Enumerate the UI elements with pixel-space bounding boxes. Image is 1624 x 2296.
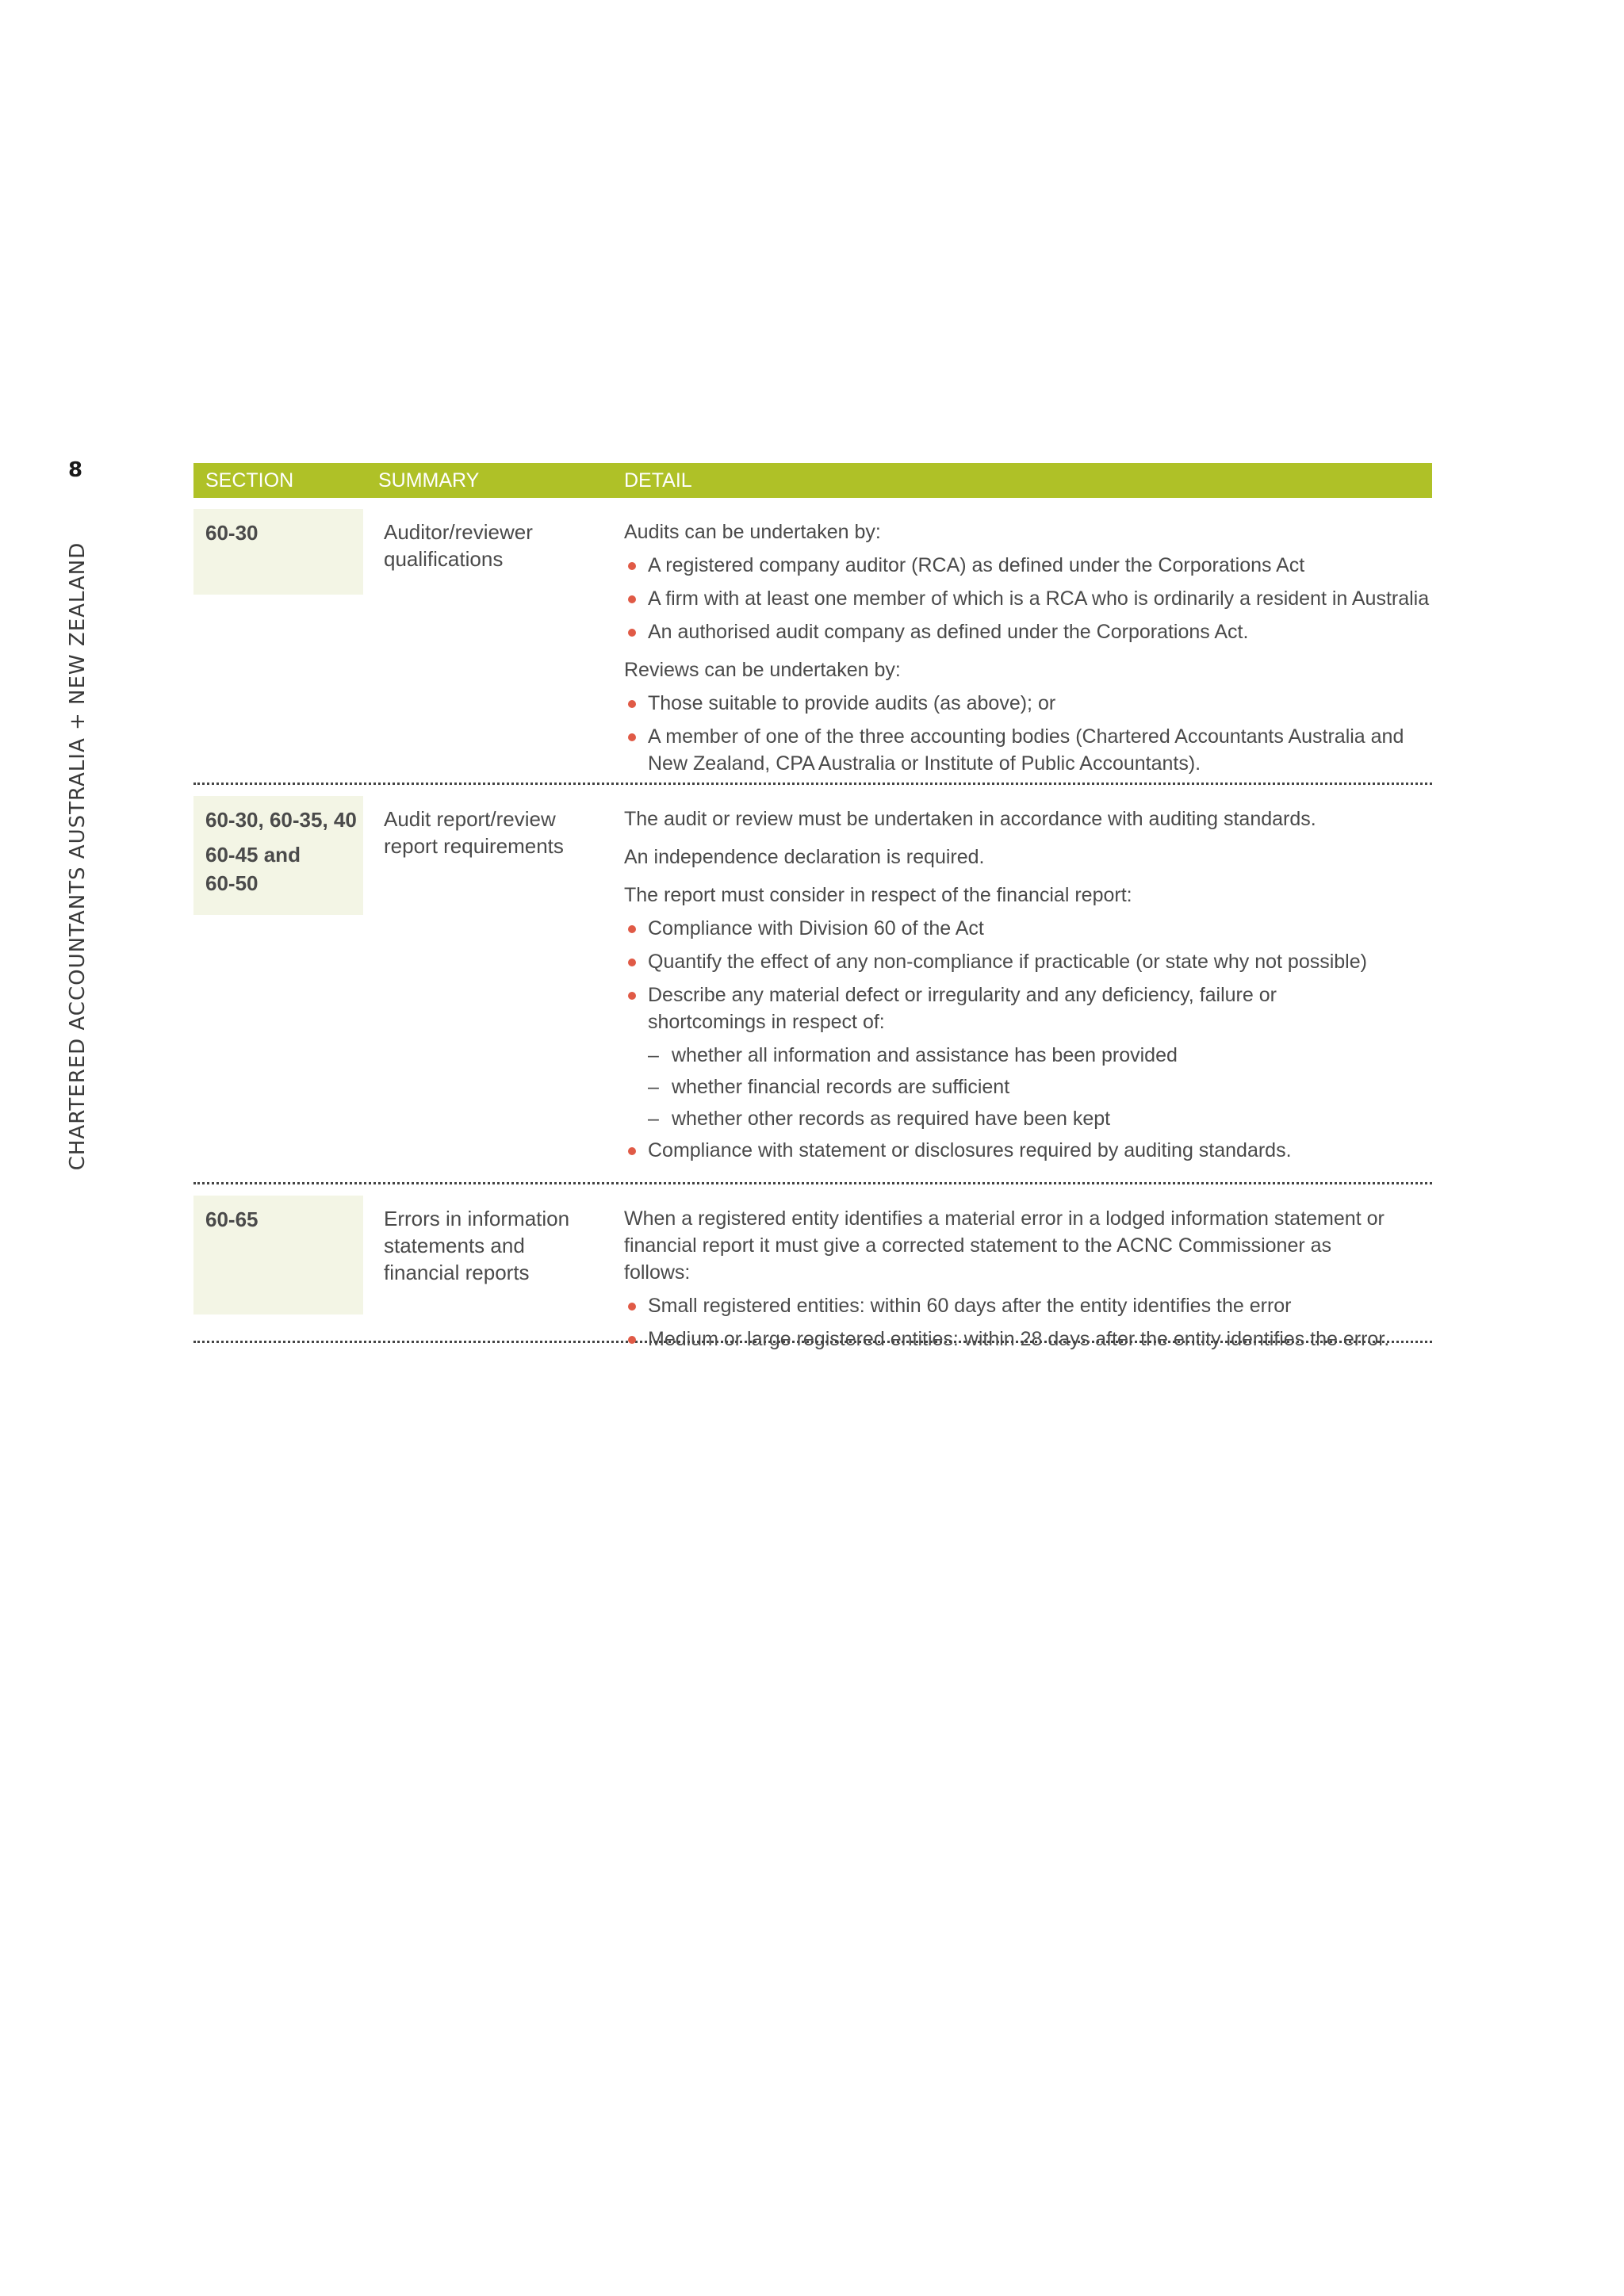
section-cell <box>193 1196 363 1314</box>
header-detail: DETAIL <box>624 469 692 492</box>
bullet-icon <box>628 700 636 708</box>
table-row <box>193 1184 1432 1350</box>
detail-intro: Reviews can be undertaken by: <box>624 659 901 681</box>
page-number: 8 <box>68 458 83 482</box>
section-code: 60-30 <box>205 521 259 545</box>
sub-list-item: – whether financial records are sufficient <box>624 1073 1432 1100</box>
bullet-icon <box>628 733 636 741</box>
detail-intro: When a registered entity identifies a material error in a lodged information statement or financial report it must give a corrected statement to the ACNC Commissioner as follows: <box>624 1207 1385 1284</box>
summary-cell: Errors in information statements and financial reports <box>384 1207 570 1284</box>
bullet-icon <box>628 595 636 603</box>
list-item: An authorised audit company as defined under the Corporations Act. <box>624 618 1432 645</box>
bullet-icon <box>628 1303 636 1311</box>
summary-cell: Audit report/review report requirements <box>384 807 564 858</box>
header-summary: SUMMARY <box>378 469 480 492</box>
list-item: Compliance with statement or disclosures required by auditing standards. <box>624 1137 1432 1164</box>
bullet-icon <box>628 1147 636 1155</box>
section-code: 60-50 <box>205 871 259 895</box>
header-section: SECTION <box>205 469 294 492</box>
detail-list <box>624 1292 1432 1353</box>
table-header <box>193 463 1432 498</box>
list-item: Small registered entities: within 60 days after the entity identifies the error <box>624 1292 1432 1319</box>
dash-icon: – <box>648 1044 659 1066</box>
sub-list-item: – whether other records as required have been kept <box>624 1105 1432 1132</box>
section-cell <box>193 796 363 915</box>
requirements-table <box>193 463 1432 1350</box>
detail-intro: Audits can be undertaken by: <box>624 521 881 543</box>
list-item: A registered company auditor (RCA) as defined under the Corporations Act <box>624 552 1432 579</box>
section-code: 60-65 <box>205 1207 259 1231</box>
list-item: Compliance with Division 60 of the Act <box>624 915 1432 942</box>
section-code: 60-30, 60-35, 40 <box>205 808 357 832</box>
bullet-icon <box>628 629 636 637</box>
detail-paragraph: The report must consider in respect of the financial report: <box>624 884 1132 906</box>
section-code: 60-45 and <box>205 843 301 867</box>
detail-cell <box>612 1184 1432 1350</box>
list-item: Quantify the effect of any non-compliance if practicable (or state why not possible) <box>624 948 1432 975</box>
table-row <box>193 785 1432 1184</box>
list-item: Medium or large registered entities: within 28 days after the entity identifies the error. <box>624 1326 1432 1353</box>
list-item: Those suitable to provide audits (as above); or <box>624 690 1432 717</box>
summary-cell: Auditor/reviewer qualifications <box>384 520 533 571</box>
list-item: Describe any material defect or irregularity and any deficiency, failure or shortcomings in respect of: <box>624 982 1432 1035</box>
side-title: CHARTERED ACCOUNTANTS AUSTRALIA + NEW ZEALAND <box>66 541 90 1171</box>
sub-list-item: – whether all information and assistance has been provided <box>624 1042 1432 1069</box>
bullet-icon <box>628 925 636 933</box>
detail-list <box>624 552 1432 645</box>
dash-icon: – <box>648 1076 659 1098</box>
bullet-icon <box>628 959 636 966</box>
bullet-icon <box>628 1336 636 1344</box>
detail-list <box>624 915 1432 1164</box>
bullet-icon <box>628 992 636 1000</box>
detail-paragraph: The audit or review must be undertaken in accordance with auditing standards. <box>624 808 1316 830</box>
bullet-icon <box>628 562 636 570</box>
list-item: A member of one of the three accounting bodies (Chartered Accountants Australia and New Zealand, CPA Australia or Institute of Public Accountants). <box>624 723 1432 777</box>
detail-cell <box>612 785 1432 1182</box>
dash-icon: – <box>648 1108 659 1130</box>
detail-list <box>624 690 1432 777</box>
detail-cell <box>612 498 1432 783</box>
table-row <box>193 498 1432 785</box>
list-item: A firm with at least one member of which is a RCA who is ordinarily a resident in Australia <box>624 585 1432 612</box>
section-cell <box>193 509 363 595</box>
detail-paragraph: An independence declaration is required. <box>624 846 985 868</box>
